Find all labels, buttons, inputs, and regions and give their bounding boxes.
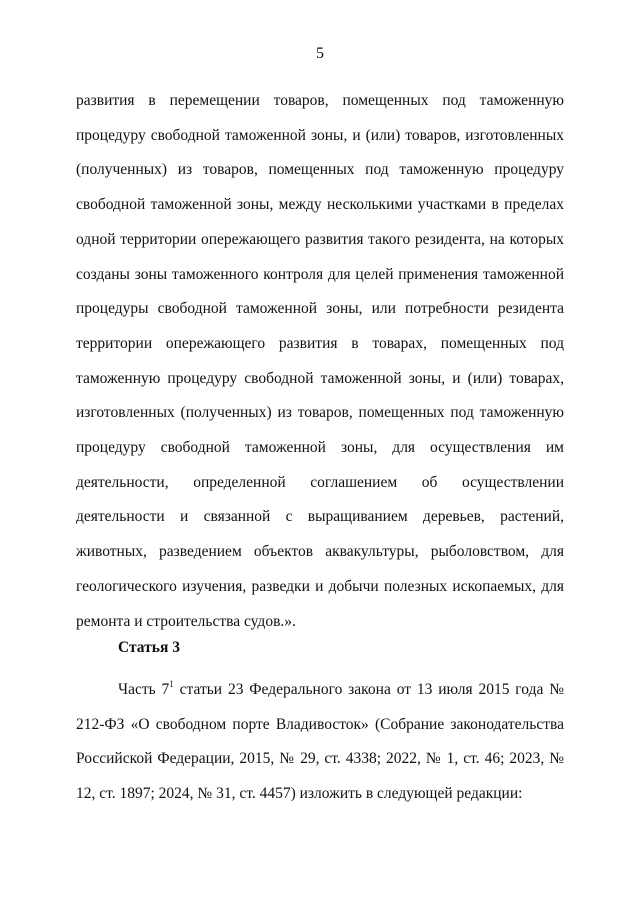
article-3-superscript: 1	[169, 679, 174, 689]
page-number: 5	[316, 45, 324, 62]
article-3-text-rest: статьи 23 Федерального закона от 13 июля 2015 года № 212-ФЗ «О свободном порте Владивосток» (Собрание законодательства Российской Федерации, 2015, № 29, ст. 4338; 2022, № 1, ст. 46; 2023, № 12, ст. 1897; 2024, № 31, ст. 4457) изложить в следующей редакции:	[76, 681, 564, 803]
article-3-text-start: Часть 7	[118, 681, 170, 698]
article-3-paragraph	[76, 673, 564, 812]
article-3-heading: Статья 3	[118, 639, 180, 656]
continued-paragraph: развития в перемещении товаров, помещенных под таможенную процедуру свободной таможенной зоны, и (или) товаров, изготовленных (полученных) из товаров, помещенных под таможенную процедуру свободной таможенной зоны, между несколькими участками в пределах одной территории опережающего развития такого резидента, на которых созданы зоны таможенного контроля для целей применения таможенной процедуры свободной таможенной зоны, или потребности резидента территории опережающего развития в товарах, помещенных под таможенную процедуру свободной таможенной зоны, и (или) товарах, изготовленных (полученных) из товаров, помещенных под таможенную процедуру свободной таможенной зоны, для осуществления им деятельности, определенной соглашением об осуществлении деятельности и связанной с выращиванием деревьев, растений, животных, разведением объектов аквакультуры, рыболовством, для геологического изучения, разведки и добычи полезных ископаемых, для ремонта и строительства судов.».	[76, 92, 564, 630]
article-3-section	[76, 633, 564, 812]
